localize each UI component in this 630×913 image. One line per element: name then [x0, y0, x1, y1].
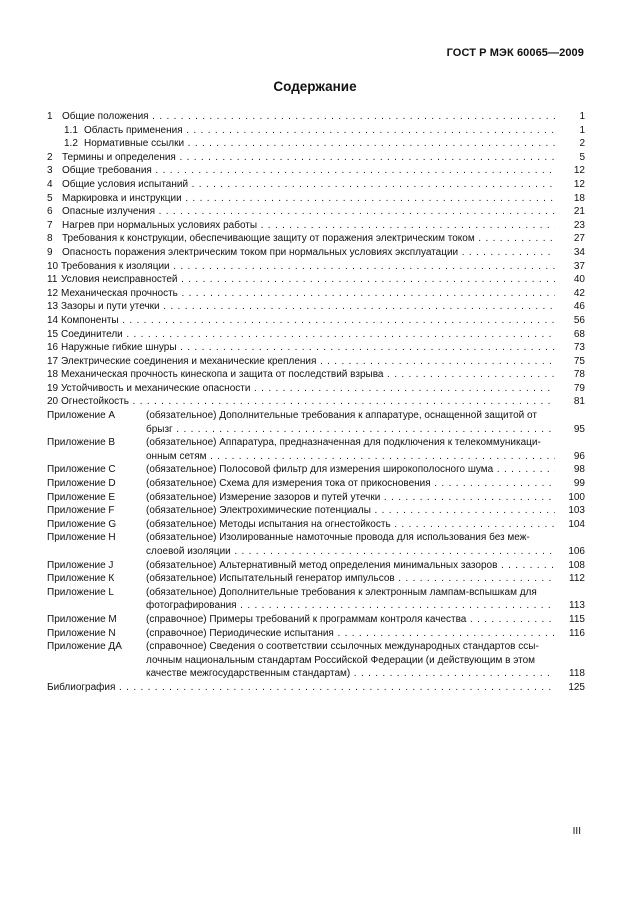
toc-entry-page: 46	[573, 301, 585, 313]
toc-entry-number: 7	[47, 219, 53, 231]
toc-entry-number: Приложение J	[47, 559, 114, 571]
toc-entry[interactable]	[47, 572, 585, 586]
toc-entry[interactable]	[47, 423, 585, 437]
toc-entry-title: (справочное) Периодические испытания . . .	[146, 627, 555, 641]
toc-entry-page: 99	[573, 478, 585, 490]
toc-entry-number: Приложение L	[47, 586, 114, 598]
toc-entry-title: (обязательное) Испытательный генератор импульсов . . .	[146, 572, 555, 586]
toc-entry-page: 113	[569, 600, 585, 612]
toc-entry-title: онным сетям . . .	[146, 450, 555, 464]
toc-entry-number: Приложение Н	[47, 532, 116, 544]
toc-entry[interactable]	[47, 341, 585, 355]
toc-entry-page: 125	[568, 681, 585, 693]
toc-entry-number: 9	[47, 246, 53, 258]
toc-entry-page: 106	[568, 546, 585, 557]
toc-entry[interactable]	[47, 491, 585, 505]
toc-entry-number: 2	[47, 151, 53, 163]
toc-entry[interactable]	[47, 382, 585, 396]
toc-entry-number: 13	[47, 301, 59, 313]
toc-entry-page: 5	[579, 151, 585, 163]
toc-entry-page: 100	[568, 491, 585, 503]
toc-entry-page: 103	[568, 505, 585, 517]
toc-entry[interactable]	[47, 654, 585, 668]
toc-entry[interactable]	[47, 205, 585, 219]
toc-entry-page: 42	[573, 287, 585, 299]
standard-code: ГОСТ Р МЭК 60065—2009	[446, 47, 584, 59]
toc-entry-title: качестве межгосударственным стандартам) . . .	[146, 667, 555, 681]
toc-entry-number: 15	[47, 328, 59, 340]
toc-entry-title: Область применения . . .	[84, 124, 555, 138]
toc-entry[interactable]	[47, 409, 585, 423]
toc-entry-page: 68	[573, 328, 585, 340]
toc-entry-number: Приложение F	[47, 505, 115, 517]
toc-entry[interactable]	[47, 627, 585, 641]
toc-entry[interactable]	[47, 667, 585, 681]
toc-entry-page: 1	[579, 111, 585, 122]
toc-entry-title: (обязательное) Измерение зазоров и путей утечки . . .	[146, 491, 555, 505]
toc-entry-number: 8	[47, 233, 53, 245]
toc-entry-page: 40	[573, 274, 585, 286]
toc-entry-number: 20	[47, 396, 59, 408]
toc-entry-title: (обязательное) Схема для измерения тока от прикосновения . . .	[146, 477, 555, 491]
toc-entry-title: Опасные излучения . . .	[62, 205, 555, 219]
toc-entry-number: Приложение Е	[47, 491, 116, 503]
toc-entry-number: Приложение G	[47, 518, 117, 530]
toc-entry-page: 37	[573, 260, 585, 272]
toc-entry-title: (справочное) Примеры требований к программам контроля качества . . .	[146, 613, 555, 627]
toc-entry[interactable]	[47, 246, 585, 260]
toc-entry-title: Огнестойкость . . .	[61, 395, 555, 409]
toc-entry[interactable]	[47, 477, 585, 491]
toc-entry[interactable]	[47, 287, 585, 301]
toc-entry-title: Наружные гибкие шнуры . . .	[61, 341, 555, 355]
toc-entry-number: 11	[47, 274, 58, 286]
toc-entry-title: Электрические соединения и механические крепления . . .	[61, 355, 555, 369]
toc-entry-number: Приложение N	[47, 627, 116, 639]
toc-entry-number: Приложение С	[47, 464, 116, 476]
toc-entry[interactable]	[47, 504, 585, 518]
toc-entry-page: 118	[569, 668, 585, 680]
toc-entry[interactable]	[47, 436, 585, 450]
toc-entry-page: 12	[573, 178, 585, 190]
toc-entry-page: 116	[569, 627, 585, 639]
toc-entry[interactable]	[47, 368, 585, 382]
toc-entry[interactable]	[47, 137, 585, 151]
toc-entry-number: 4	[47, 178, 53, 190]
toc-entry-number: 1.2	[64, 138, 78, 150]
toc-entry[interactable]	[47, 260, 585, 274]
toc-entry-page: 34	[573, 246, 585, 258]
toc-entry[interactable]	[47, 463, 585, 477]
toc-entry[interactable]	[47, 232, 585, 246]
toc-entry-number: Приложение ДА	[47, 641, 122, 653]
toc-entry-title: Требования к конструкции, обеспечивающие защиту от поражения электрическим током . . .	[62, 232, 555, 246]
toc-entry[interactable]	[47, 450, 585, 464]
toc-entry-title: (обязательное) Методы испытания на огнестойкость . . .	[146, 518, 555, 532]
toc-entry-title: Нормативные ссылки . . .	[84, 137, 555, 151]
toc-entry-title: Условия неисправностей . . .	[61, 273, 555, 287]
toc-entry[interactable]	[47, 124, 585, 138]
toc-entry[interactable]	[47, 586, 585, 600]
toc-entry-page: 81	[573, 396, 585, 408]
toc-entry-number: 16	[47, 342, 59, 354]
toc-entry-page: 18	[573, 192, 585, 204]
toc-entry-title: (обязательное) Электрохимические потенциалы . . .	[146, 504, 555, 518]
toc-entry-title: Общие условия испытаний . . .	[62, 178, 555, 192]
toc-entry-title: фотографирования . . .	[146, 599, 555, 613]
toc-entry[interactable]	[47, 355, 585, 369]
toc-entry-title: (справочное) Сведения о соответствии ссылочных международных стандартов ссы-	[146, 641, 539, 653]
toc-entry[interactable]	[47, 300, 585, 314]
toc-entry[interactable]	[47, 178, 585, 192]
toc-entry[interactable]	[47, 531, 585, 545]
toc-entry[interactable]	[47, 110, 585, 124]
toc-entry-title: Требования к изоляции . . .	[61, 260, 555, 274]
toc-entry-page: 12	[573, 165, 585, 177]
toc-entry-number: 1.1	[64, 124, 78, 136]
toc-entry-page: 112	[569, 573, 585, 585]
toc-entry-number: 12	[47, 287, 59, 299]
toc-entry-page: 98	[573, 464, 585, 476]
toc-entry-number: 1	[47, 111, 53, 122]
toc-entry[interactable]	[47, 219, 585, 233]
toc-entry[interactable]	[47, 395, 585, 409]
toc-entry-number: 14	[47, 314, 59, 326]
toc-entry-title: (обязательное) Альтернативный метод определения минимальных зазоров . . .	[146, 559, 555, 573]
toc-entry-title: Устойчивость и механические опасности . . .	[61, 382, 555, 396]
toc-entry-title: Маркировка и инструкции . . .	[62, 192, 555, 206]
toc-entry[interactable]	[47, 640, 585, 654]
toc-entry-page: 115	[569, 613, 585, 625]
toc-entry-title: (обязательное) Аппаратура, предназначенная для подключения к телекоммуникаци-	[146, 437, 541, 449]
toc-entry-title: Библиография . . .	[47, 681, 555, 695]
toc-entry-title: слоевой изоляции . . .	[146, 545, 555, 559]
toc-entry-title: Общие положения . . .	[62, 110, 555, 124]
toc-entry-page: 75	[573, 355, 585, 367]
toc-entry-page: 78	[573, 369, 585, 381]
toc-entry[interactable]	[47, 559, 585, 573]
toc-entry-number: 17	[47, 355, 59, 367]
toc-entry[interactable]	[47, 192, 585, 206]
toc-entry-title: (обязательное) Дополнительные требования к аппаратуре, оснащенной защитой от	[146, 410, 537, 422]
toc-entry-page: 23	[573, 219, 585, 231]
toc-entry[interactable]	[47, 613, 585, 627]
toc-entry-title: Соединители . . .	[61, 328, 555, 342]
toc-entry-title: (обязательное) Изолированные намоточные провода для использования без меж-	[146, 532, 530, 544]
page-title: Содержание	[273, 79, 357, 94]
toc-entry[interactable]	[47, 518, 585, 532]
toc-entry[interactable]	[47, 545, 585, 559]
table-of-contents	[47, 110, 585, 695]
toc-entry-title: Зазоры и пути утечки . . .	[61, 300, 555, 314]
toc-entry-number: 5	[47, 192, 53, 204]
toc-entry-page: 2	[579, 138, 585, 150]
toc-entry-number: 6	[47, 206, 53, 218]
toc-entry-page: 27	[573, 233, 585, 245]
toc-entry-number: 10	[47, 260, 59, 272]
toc-entry-page: 108	[568, 559, 585, 571]
toc-entry-title: Нагрев при нормальных условиях работы . . .	[62, 219, 555, 233]
toc-entry-number: Приложение К	[47, 573, 115, 585]
toc-entry-number: 18	[47, 369, 59, 381]
toc-entry-page: 73	[573, 342, 585, 354]
toc-entry-title: лочным национальным стандартам Российской Федерации (и действующим в этом	[146, 654, 535, 666]
toc-entry-title: (обязательное) Дополнительные требования к электронным лампам-вспышкам для	[146, 586, 537, 598]
toc-entry-number: 3	[47, 165, 53, 177]
toc-entry[interactable]	[47, 164, 585, 178]
toc-entry-page: 96	[573, 450, 585, 462]
toc-entry[interactable]	[47, 314, 585, 328]
toc-entry-page: 56	[573, 314, 585, 326]
toc-entry[interactable]	[47, 328, 585, 342]
toc-entry-number: Приложение D	[47, 478, 116, 490]
toc-entry[interactable]	[47, 151, 585, 165]
toc-entry-title: Механическая прочность кинескопа и защита от последствий взрыва . . .	[61, 368, 555, 382]
toc-entry-page: 1	[579, 124, 585, 136]
toc-entry-title: (обязательное) Полосовой фильтр для измерения широкополосного шума . . .	[146, 463, 555, 477]
toc-entry-title: Термины и определения . . .	[62, 151, 555, 165]
toc-entry[interactable]	[47, 599, 585, 613]
toc-entry-title: Механическая прочность . . .	[61, 287, 555, 301]
toc-entry-number: 19	[47, 382, 59, 394]
toc-entry-number: Приложение В	[47, 437, 116, 449]
toc-entry-page: 95	[573, 423, 585, 435]
toc-entry-title: Общие требования . . .	[62, 164, 555, 178]
page-number: III	[572, 826, 581, 837]
toc-entry-page: 21	[573, 206, 585, 218]
toc-entry-page: 104	[568, 518, 585, 530]
toc-entry-number: Приложение А	[47, 410, 116, 422]
toc-entry-page: 79	[573, 382, 585, 394]
toc-entry-number: Приложение М	[47, 613, 117, 625]
toc-entry[interactable]	[47, 681, 585, 695]
toc-entry-title: Компоненты . . .	[61, 314, 555, 328]
toc-entry-title: Опасность поражения электрическим током при нормальных условиях эксплуатации . . .	[62, 246, 555, 260]
toc-entry-title: брызг . . .	[146, 423, 555, 437]
toc-entry[interactable]	[47, 273, 585, 287]
